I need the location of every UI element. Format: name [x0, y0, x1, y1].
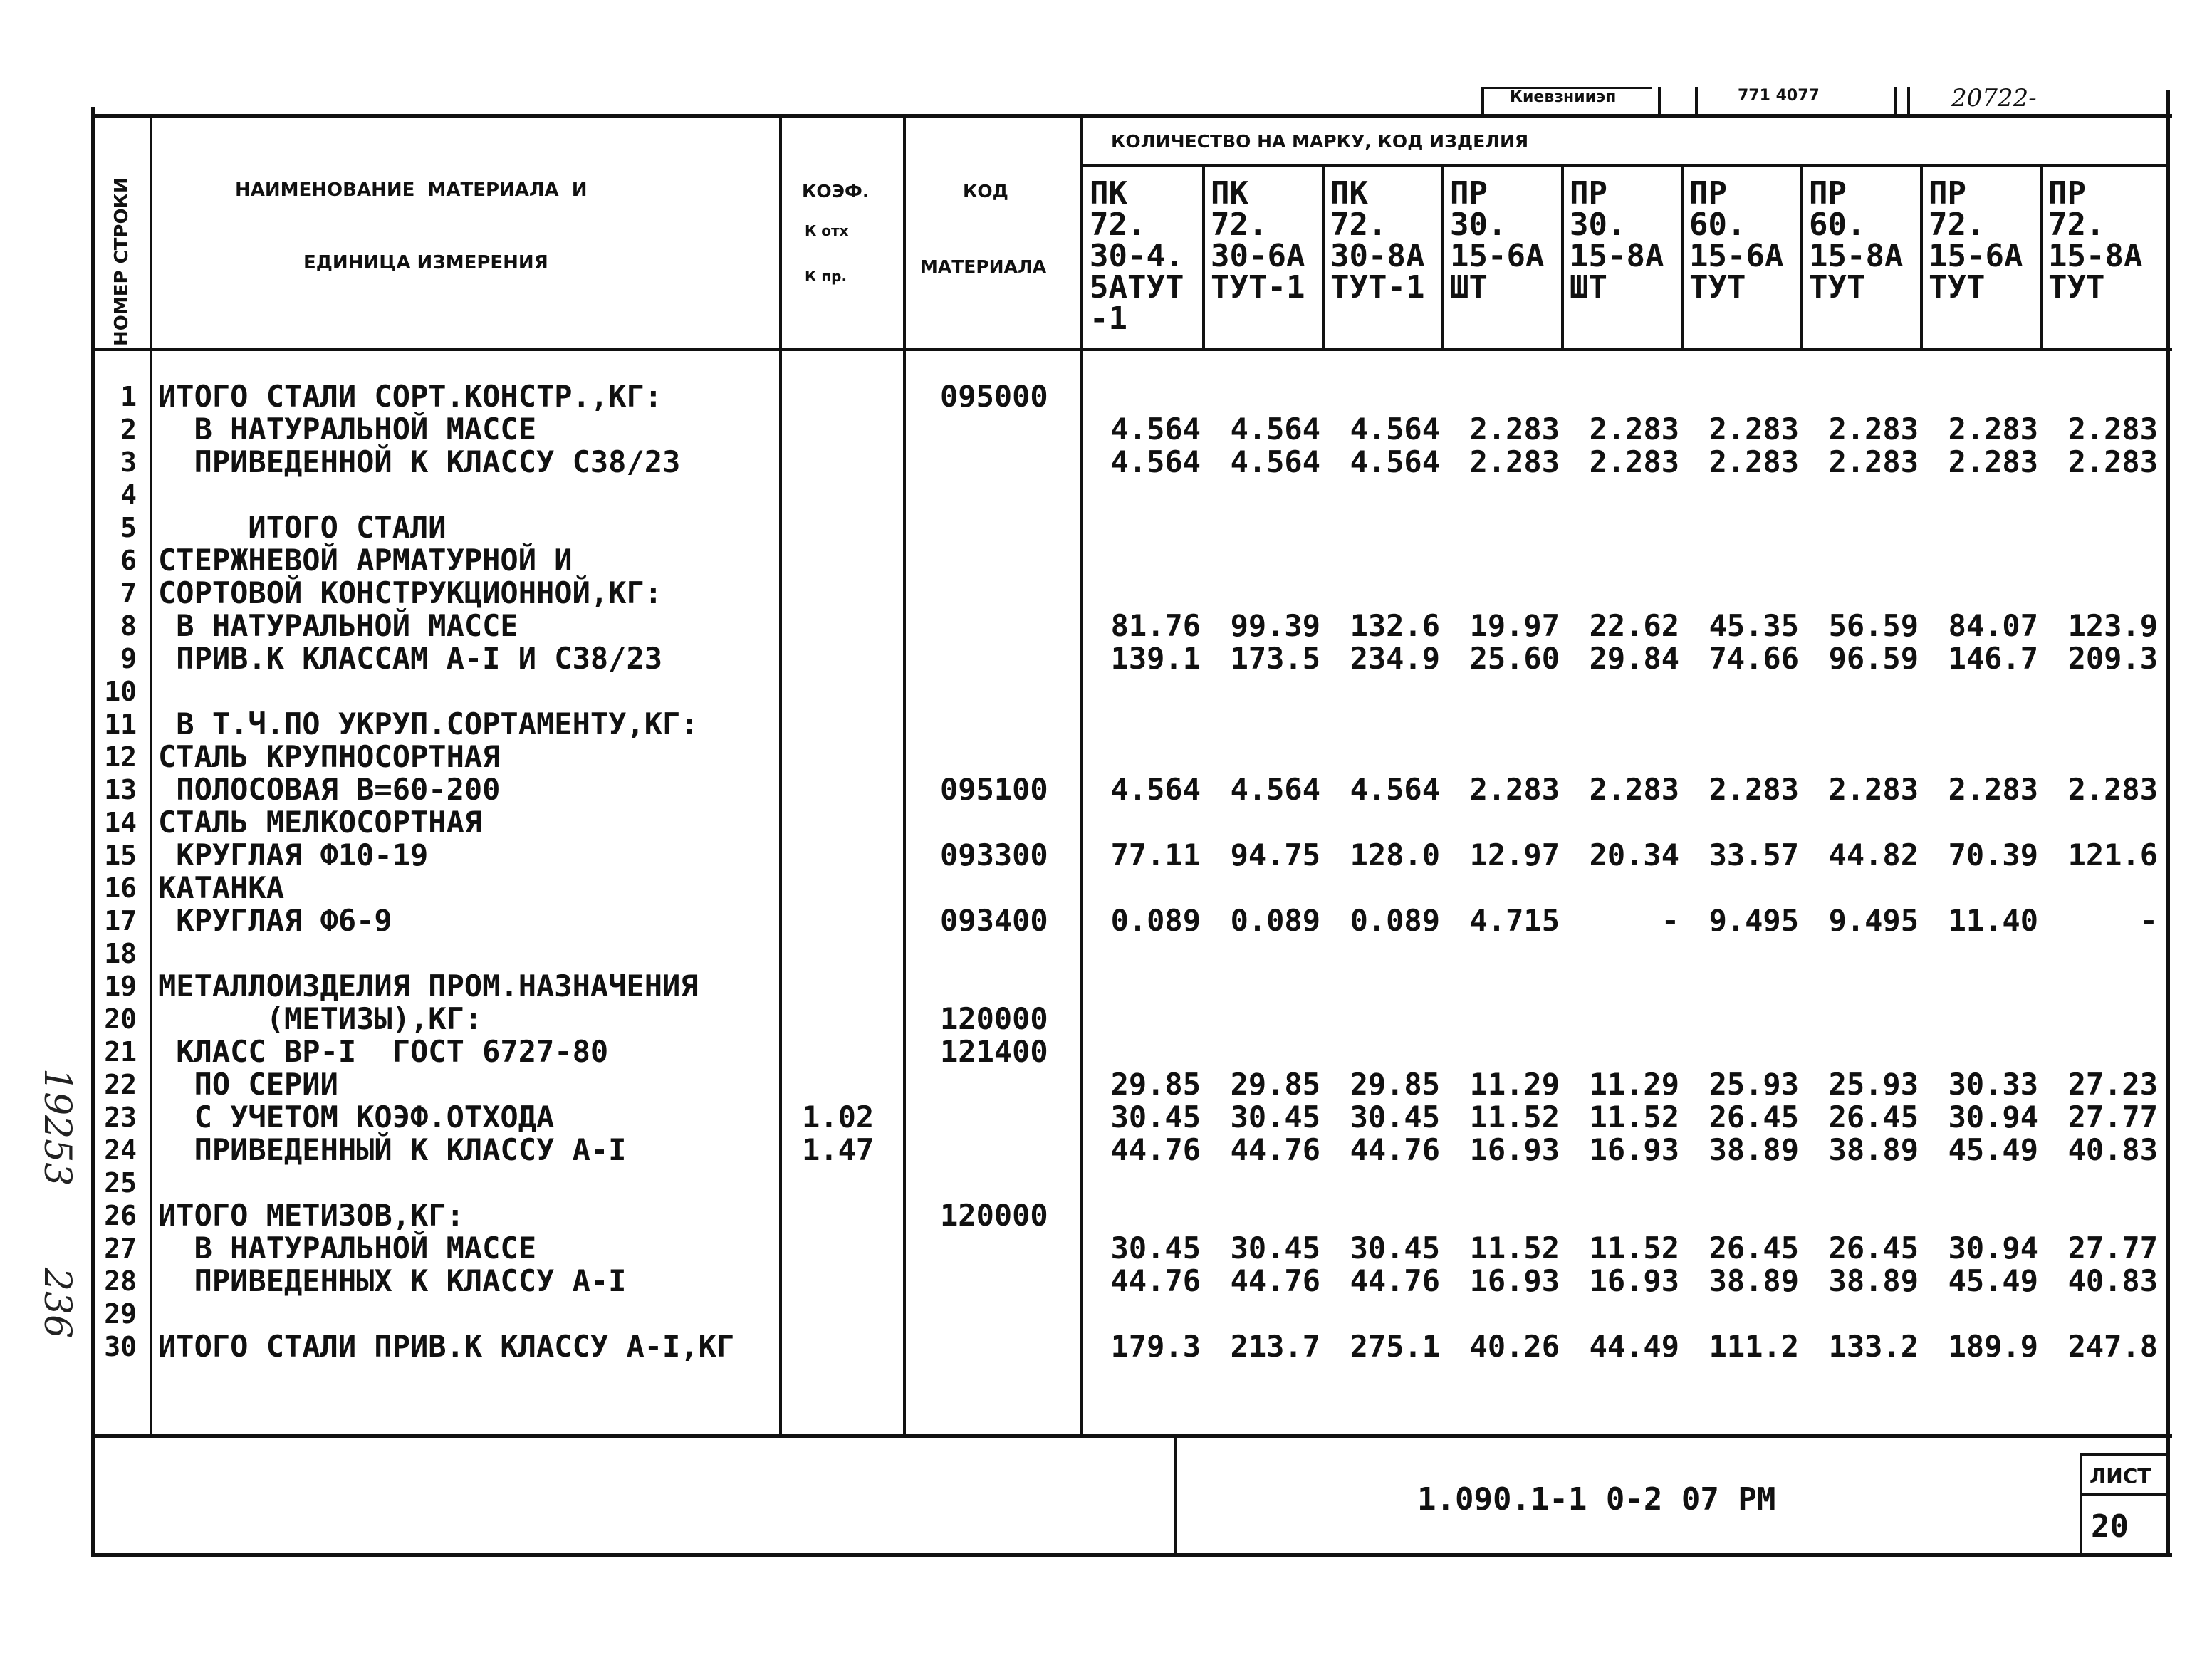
row-value: 27.77 [2067, 1100, 2158, 1134]
row-name: ПРИВ.К КЛАССАМ А-I И С38/23 [158, 641, 663, 676]
row-value: 4.564 [1230, 412, 1320, 447]
row-value: 275.1 [1350, 1329, 1440, 1364]
row-name: ИТОГО МЕТИЗОВ,КГ: [158, 1198, 464, 1233]
row-number: 23 [104, 1102, 137, 1133]
row-value: 40.83 [2067, 1132, 2158, 1167]
row-number: 3 [120, 447, 137, 478]
row-value: 94.75 [1230, 837, 1320, 872]
row-value: 74.66 [1708, 641, 1799, 676]
row-value: 44.76 [1110, 1132, 1201, 1167]
row-value: 45.49 [1948, 1132, 2038, 1167]
row-value: 132.6 [1350, 608, 1440, 643]
row-value: 40.26 [1469, 1329, 1560, 1364]
quantity-header: КОЛИЧЕСТВО НА МАРКУ, КОД ИЗДЕЛИЯ [1111, 131, 1529, 152]
row-value: 4.564 [1110, 444, 1201, 479]
row-value: 16.93 [1469, 1263, 1560, 1298]
row-value: 40.83 [2067, 1263, 2158, 1298]
row-value: 22.62 [1589, 608, 1679, 643]
row-value: 2.283 [1828, 444, 1919, 479]
row-name: ПРИВЕДЕННОЙ К КЛАССУ С38/23 [158, 444, 681, 479]
row-value: 189.9 [1948, 1329, 2038, 1364]
row-value: 4.564 [1350, 412, 1440, 447]
row-number: 7 [120, 578, 137, 609]
row-value: 27.77 [2067, 1231, 2158, 1265]
row-value: 38.89 [1828, 1263, 1919, 1298]
row-value: 25.93 [1828, 1067, 1919, 1102]
row-value: 9.495 [1708, 903, 1799, 938]
row-value: 2.283 [1589, 772, 1679, 807]
row-value: 123.9 [2067, 608, 2158, 643]
row-name: КРУГЛАЯ Ф6-9 [158, 903, 392, 938]
row-number: 6 [120, 545, 137, 576]
row-number: 29 [104, 1298, 137, 1330]
row-value: 45.35 [1708, 608, 1799, 643]
row-number: 2 [120, 414, 137, 445]
row-number: 10 [104, 676, 137, 707]
row-value: 11.52 [1589, 1100, 1679, 1134]
row-value: 16.93 [1589, 1263, 1679, 1298]
row-value: 2.283 [1828, 412, 1919, 447]
row-value: 0.089 [1110, 903, 1201, 938]
row-number: 21 [104, 1036, 137, 1068]
row-name: СТЕРЖНЕВОЙ АРМАТУРНОЙ И [158, 543, 573, 578]
row-value: 2.283 [1948, 412, 2038, 447]
row-name: В Т.Ч.ПО УКРУП.СОРТАМЕНТУ,КГ: [158, 706, 699, 741]
row-value: 26.45 [1708, 1231, 1799, 1265]
row-value: 11.29 [1469, 1067, 1560, 1102]
col-header-2: ПК 72. 30-6А ТУТ-1 [1211, 175, 1305, 306]
row-value: 16.93 [1589, 1132, 1679, 1167]
row-value: 128.0 [1350, 837, 1440, 872]
row-value: 146.7 [1948, 641, 2038, 676]
row-number: 30 [104, 1331, 137, 1362]
row-value: 11.29 [1589, 1067, 1679, 1102]
row-number: 11 [104, 709, 137, 740]
row-number: 19 [104, 971, 137, 1002]
row-name: СТАЛЬ МЕЛКОСОРТНАЯ [158, 805, 483, 840]
row-number: 25 [104, 1167, 137, 1199]
col-header-5: ПР 30. 15-8А ШТ [1570, 175, 1664, 306]
col-header-8: ПР 72. 15-6А ТУТ [1929, 175, 2023, 306]
row-value: 30.45 [1110, 1231, 1201, 1265]
row-value: 4.564 [1350, 444, 1440, 479]
row-value: 2.283 [2067, 412, 2158, 447]
row-number: 26 [104, 1200, 137, 1231]
coef-header-line3: К пр. [805, 268, 847, 285]
row-value: 11.52 [1469, 1231, 1560, 1265]
row-value: - [1661, 903, 1679, 938]
sheet-box-top [2080, 1453, 2168, 1456]
row-number: 12 [104, 741, 137, 773]
row-name: ИТОГО СТАЛИ [158, 510, 447, 545]
row-name: СОРТОВОЙ КОНСТРУКЦИОННОЙ,КГ: [158, 575, 663, 610]
row-number: 4 [120, 479, 137, 511]
col-header-6: ПР 60. 15-6А ТУТ [1689, 175, 1784, 306]
col-header-9: ПР 72. 15-8А ТУТ [2048, 175, 2143, 306]
row-number-header: НОМЕР СТРОКИ [111, 177, 132, 346]
row-value: 26.45 [1828, 1231, 1919, 1265]
stamp-label: Киевзнииэп [1510, 88, 1617, 106]
margin-inventory-number: 19253 [36, 1068, 78, 1186]
row-material-code: 120000 [940, 1001, 1048, 1036]
row-value: 4.564 [1110, 772, 1201, 807]
col-header-3: ПК 72. 30-8А ТУТ-1 [1330, 175, 1425, 306]
row-value: 2.283 [1589, 444, 1679, 479]
row-number: 9 [120, 643, 137, 674]
row-value: 96.59 [1828, 641, 1919, 676]
row-value: 4.564 [1230, 444, 1320, 479]
row-name: ПРИВЕДЕННЫЙ К КЛАССУ А-I [158, 1132, 627, 1167]
row-value: 29.85 [1350, 1067, 1440, 1102]
stamp-code: 771 4077 [1738, 87, 1820, 105]
row-value: 0.089 [1350, 903, 1440, 938]
row-value: 84.07 [1948, 608, 2038, 643]
row-name: ИТОГО СТАЛИ СОРТ.КОНСТР.,КГ: [158, 379, 663, 414]
row-value: 2.283 [1948, 772, 2038, 807]
row-value: 2.283 [1828, 772, 1919, 807]
row-value: 70.39 [1948, 837, 2038, 872]
row-value: 179.3 [1110, 1329, 1201, 1364]
sheet-box-left [2080, 1453, 2082, 1557]
row-value: 121.6 [2067, 837, 2158, 872]
row-number: 8 [120, 610, 137, 642]
row-material-code: 121400 [940, 1034, 1048, 1069]
name-header-line2: ЕДИНИЦА ИЗМЕРЕНИЯ [303, 252, 548, 273]
row-name: ПРИВЕДЕННЫХ К КЛАССУ А-I [158, 1263, 627, 1298]
row-number: 1 [120, 381, 137, 412]
name-header-line1: НАИМЕНОВАНИЕ МАТЕРИАЛА И [235, 179, 588, 201]
row-value: 30.45 [1230, 1231, 1320, 1265]
row-number: 24 [104, 1134, 137, 1166]
row-number: 27 [104, 1233, 137, 1264]
row-value: 29.85 [1230, 1067, 1320, 1102]
row-value: 19.97 [1469, 608, 1560, 643]
row-value: 4.564 [1230, 772, 1320, 807]
row-value: 38.89 [1828, 1132, 1919, 1167]
row-name: С УЧЕТОМ КОЭФ.ОТХОДА [158, 1100, 555, 1134]
row-name: В НАТУРАЛЬНОЙ МАССЕ [158, 1231, 537, 1265]
row-value: 29.84 [1589, 641, 1679, 676]
row-name: КРУГЛАЯ Ф10-19 [158, 837, 429, 872]
row-value: 38.89 [1708, 1263, 1799, 1298]
row-name: В НАТУРАЛЬНОЙ МАССЕ [158, 608, 518, 643]
row-value: 30.45 [1230, 1100, 1320, 1134]
row-value: 2.283 [1469, 444, 1560, 479]
row-number: 17 [104, 905, 137, 936]
stamp-handwriting: 20722- [1951, 84, 2037, 113]
row-name: КАТАНКА [158, 870, 285, 905]
row-value: 213.7 [1230, 1329, 1320, 1364]
row-number: 20 [104, 1003, 137, 1035]
row-value: 30.45 [1350, 1100, 1440, 1134]
row-number: 13 [104, 774, 137, 805]
row-value: 2.283 [1589, 412, 1679, 447]
col-header-1: ПК 72. 30-4. 5АТУТ -1 [1090, 175, 1184, 337]
row-number: 18 [104, 938, 137, 969]
row-name: (МЕТИЗЫ),КГ: [158, 1001, 483, 1036]
row-value: 2.283 [1948, 444, 2038, 479]
row-value: 44.76 [1230, 1132, 1320, 1167]
row-value: 30.45 [1350, 1231, 1440, 1265]
row-value: 44.82 [1828, 837, 1919, 872]
title-block-divider [1174, 1436, 1177, 1557]
row-value: 133.2 [1828, 1329, 1919, 1364]
row-value: 33.57 [1708, 837, 1799, 872]
code-header-line1: КОД [963, 181, 1008, 202]
sheet-box-middle [2080, 1493, 2168, 1496]
row-coefficient: 1.02 [802, 1100, 875, 1134]
row-material-code: 120000 [940, 1198, 1048, 1233]
row-name: ИТОГО СТАЛИ ПРИВ.К КЛАССУ А-I,КГ [158, 1329, 735, 1364]
margin-page-number: 236 [36, 1268, 78, 1339]
row-value: 12.97 [1469, 837, 1560, 872]
row-value: 209.3 [2067, 641, 2158, 676]
row-value: 77.11 [1110, 837, 1201, 872]
row-value: 2.283 [1469, 772, 1560, 807]
row-value: 173.5 [1230, 641, 1320, 676]
row-value: 25.93 [1708, 1067, 1799, 1102]
row-value: 2.283 [1708, 772, 1799, 807]
row-value: 30.94 [1948, 1231, 2038, 1265]
document-code: 1.090.1-1 0-2 07 РМ [1417, 1481, 1776, 1518]
row-name: СТАЛЬ КРУПНОСОРТНАЯ [158, 739, 501, 774]
row-value: 81.76 [1110, 608, 1201, 643]
row-number: 14 [104, 807, 137, 838]
row-number: 5 [120, 512, 137, 543]
row-name: КЛАСС ВР-I ГОСТ 6727-80 [158, 1034, 609, 1069]
row-name: ПОЛОСОВАЯ В=60-200 [158, 772, 501, 807]
col-header-4: ПР 30. 15-6А ШТ [1450, 175, 1545, 306]
row-value: 2.283 [2067, 772, 2158, 807]
row-value: 26.45 [1708, 1100, 1799, 1134]
row-value: 2.283 [1469, 412, 1560, 447]
coef-header-line2: К отх [805, 222, 849, 239]
code-header-line2: МАТЕРИАЛА [920, 256, 1047, 277]
row-name: ПО СЕРИИ [158, 1067, 338, 1102]
row-number: 15 [104, 840, 137, 871]
row-value: 38.89 [1708, 1132, 1799, 1167]
row-value: 30.45 [1110, 1100, 1201, 1134]
row-value: 27.23 [2067, 1067, 2158, 1102]
row-number: 22 [104, 1069, 137, 1100]
sheet-number: 20 [2091, 1508, 2129, 1545]
row-value: 20.34 [1589, 837, 1679, 872]
row-value: 16.93 [1469, 1132, 1560, 1167]
row-value: - [2139, 903, 2158, 938]
coef-header-line1: КОЭФ. [802, 181, 870, 202]
row-value: 247.8 [2067, 1329, 2158, 1364]
row-value: 9.495 [1828, 903, 1919, 938]
row-value: 4.564 [1110, 412, 1201, 447]
row-value: 2.283 [2067, 444, 2158, 479]
row-value: 29.85 [1110, 1067, 1201, 1102]
sheet-label: ЛИСТ [2090, 1464, 2151, 1488]
row-value: 139.1 [1110, 641, 1201, 676]
row-value: 4.564 [1350, 772, 1440, 807]
row-value: 2.283 [1708, 412, 1799, 447]
row-material-code: 093300 [940, 837, 1048, 872]
row-value: 111.2 [1708, 1329, 1799, 1364]
row-number: 28 [104, 1265, 137, 1297]
row-value: 0.089 [1230, 903, 1320, 938]
row-number: 16 [104, 872, 137, 904]
row-value: 30.33 [1948, 1067, 2038, 1102]
row-value: 11.52 [1469, 1100, 1560, 1134]
row-material-code: 093400 [940, 903, 1048, 938]
row-value: 26.45 [1828, 1100, 1919, 1134]
row-value: 25.60 [1469, 641, 1560, 676]
row-value: 234.9 [1350, 641, 1440, 676]
row-name: МЕТАЛЛОИЗДЕЛИЯ ПРОМ.НАЗНАЧЕНИЯ [158, 969, 699, 1003]
row-value: 4.715 [1469, 903, 1560, 938]
row-value: 30.94 [1948, 1100, 2038, 1134]
row-value: 11.52 [1589, 1231, 1679, 1265]
col-header-7: ПР 60. 15-8А ТУТ [1809, 175, 1904, 306]
row-value: 44.76 [1230, 1263, 1320, 1298]
row-value: 44.49 [1589, 1329, 1679, 1364]
row-name: В НАТУРАЛЬНОЙ МАССЕ [158, 412, 537, 447]
row-material-code: 095100 [940, 772, 1048, 807]
row-value: 44.76 [1110, 1263, 1201, 1298]
row-material-code: 095000 [940, 379, 1048, 414]
row-value: 44.76 [1350, 1132, 1440, 1167]
row-value: 99.39 [1230, 608, 1320, 643]
row-value: 2.283 [1708, 444, 1799, 479]
row-value: 11.40 [1948, 903, 2038, 938]
row-value: 45.49 [1948, 1263, 2038, 1298]
row-coefficient: 1.47 [802, 1132, 875, 1167]
row-value: 56.59 [1828, 608, 1919, 643]
row-value: 44.76 [1350, 1263, 1440, 1298]
